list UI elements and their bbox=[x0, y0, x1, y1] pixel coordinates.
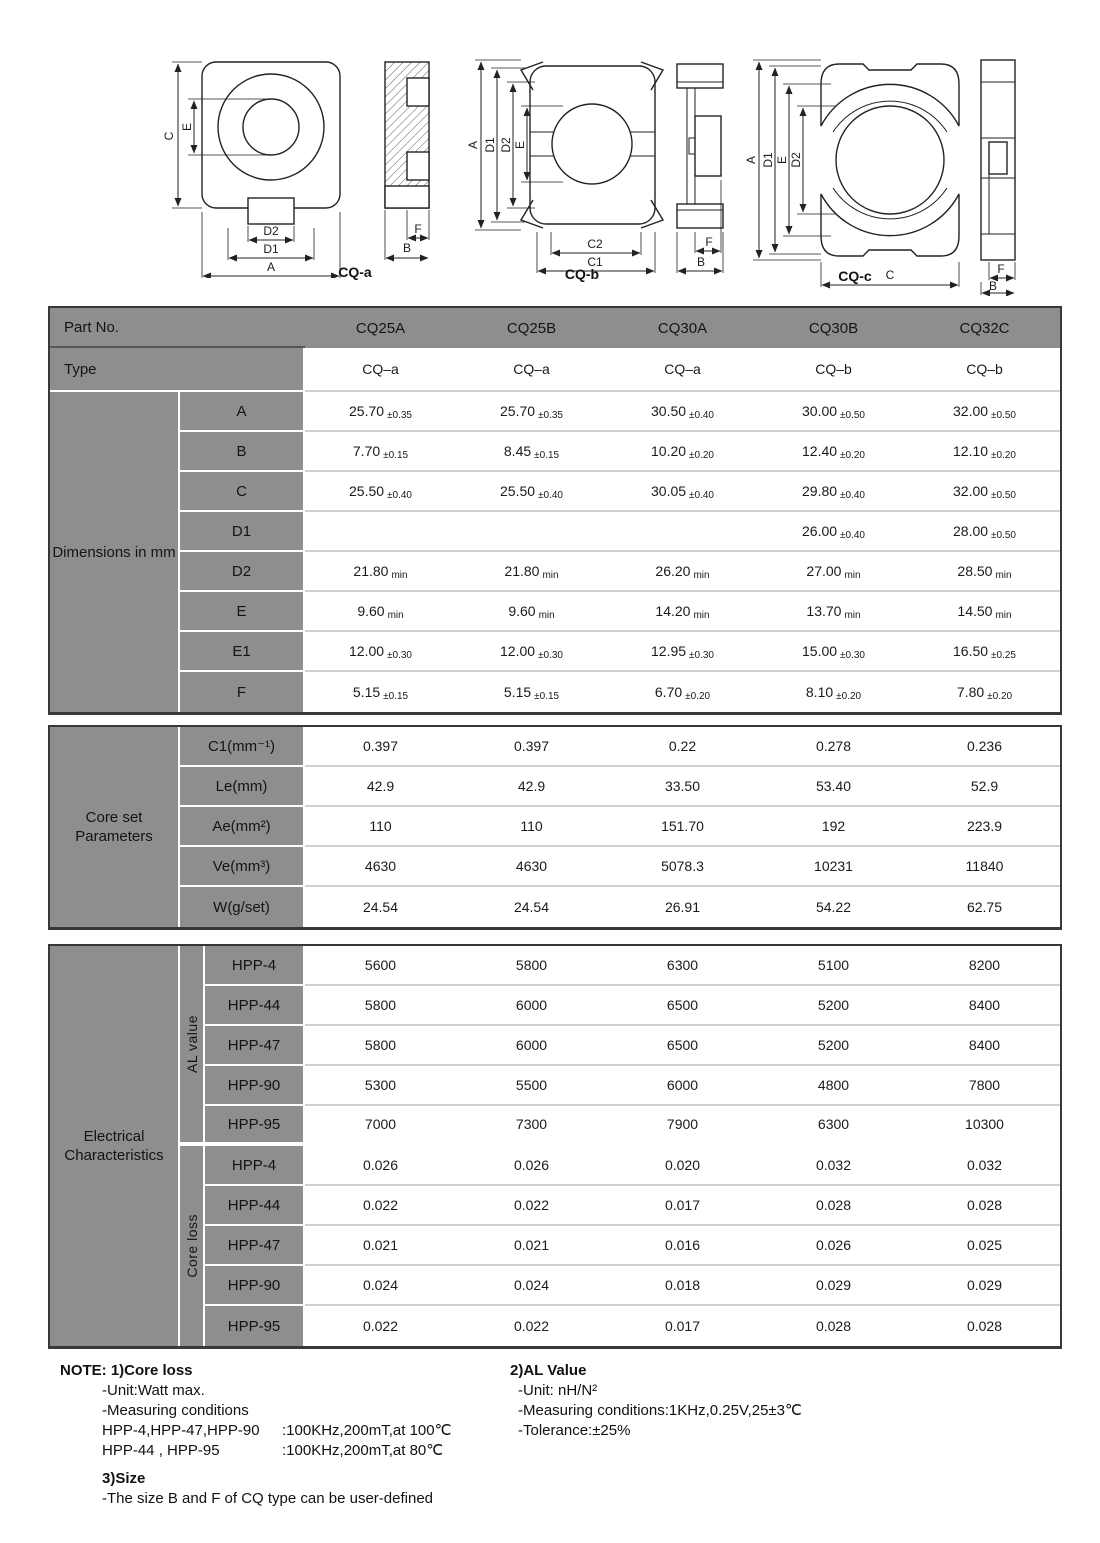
value-cell: 7300 bbox=[456, 1106, 607, 1146]
value-cell: 7900 bbox=[607, 1106, 758, 1146]
value-cell: 0.278 bbox=[758, 727, 909, 767]
footnotes bbox=[60, 1361, 1100, 1509]
note2-line: -Tolerance:±25% bbox=[518, 1422, 631, 1439]
dim-label-d1: D1 bbox=[483, 137, 497, 153]
dim-label-c: C bbox=[885, 268, 895, 282]
value-cell: 28.50 min bbox=[909, 552, 1060, 592]
value-cell: 5800 bbox=[305, 986, 456, 1026]
value-cell: CQ–a bbox=[305, 348, 456, 392]
value-cell: 0.028 bbox=[909, 1186, 1060, 1226]
value-cell: 151.70 bbox=[607, 807, 758, 847]
dim-label-a: A bbox=[744, 155, 758, 165]
row-label: Ve(mm³) bbox=[180, 847, 305, 887]
column-header: CQ25B bbox=[456, 308, 607, 348]
dim-label-e: E bbox=[513, 140, 527, 150]
dim-label-c2: C2 bbox=[587, 237, 603, 251]
value-cell: 8.10 ±0.20 bbox=[758, 672, 909, 712]
value-cell: 6000 bbox=[607, 1066, 758, 1106]
value-cell: 6.70 ±0.20 bbox=[607, 672, 758, 712]
value-cell: 10231 bbox=[758, 847, 909, 887]
dim-label-c1: C1 bbox=[587, 255, 603, 269]
value-cell: 223.9 bbox=[909, 807, 1060, 847]
table-row bbox=[50, 946, 1060, 986]
value-cell: 32.00 ±0.50 bbox=[909, 472, 1060, 512]
row-label: Type bbox=[50, 348, 305, 392]
row-label: HPP-95 bbox=[205, 1306, 305, 1346]
value-cell: 0.026 bbox=[758, 1226, 909, 1266]
value-cell: 6300 bbox=[758, 1106, 909, 1146]
value-cell: 0.028 bbox=[758, 1186, 909, 1226]
row-label: HPP-44 bbox=[205, 986, 305, 1026]
core-set-group-label: Core set Parameters bbox=[50, 727, 180, 927]
value-cell: 7.70 ±0.15 bbox=[305, 432, 456, 472]
table-row bbox=[50, 727, 1060, 767]
value-cell: 21.80 min bbox=[456, 552, 607, 592]
table-row bbox=[50, 767, 1060, 807]
value-cell: 26.00 ±0.40 bbox=[758, 512, 909, 552]
row-label: D2 bbox=[180, 552, 305, 592]
value-cell: 10300 bbox=[909, 1106, 1060, 1146]
value-cell: 4630 bbox=[305, 847, 456, 887]
table-header-row bbox=[50, 308, 1060, 348]
value-cell: 0.022 bbox=[456, 1186, 607, 1226]
dim-label-b: B bbox=[696, 255, 706, 269]
value-cell: 26.91 bbox=[607, 887, 758, 927]
value-cell: 15.00 ±0.30 bbox=[758, 632, 909, 672]
value-cell: 5.15 ±0.15 bbox=[305, 672, 456, 712]
cq-b-caption: CQ-b bbox=[564, 266, 600, 282]
value-cell: 25.70 ±0.35 bbox=[456, 392, 607, 432]
value-cell: 13.70 min bbox=[758, 592, 909, 632]
note3-line: -The size B and F of CQ type can be user-defined bbox=[102, 1490, 434, 1507]
row-label: A bbox=[180, 392, 305, 432]
value-cell: 4630 bbox=[456, 847, 607, 887]
value-cell: 28.00 ±0.50 bbox=[909, 512, 1060, 552]
row-label: HPP-44 bbox=[205, 1186, 305, 1226]
table-row bbox=[50, 552, 1060, 592]
table-row bbox=[50, 392, 1060, 432]
note1-line: -Unit:Watt max. bbox=[102, 1382, 205, 1399]
value-cell: 0.397 bbox=[305, 727, 456, 767]
value-cell: 7.80 ±0.20 bbox=[909, 672, 1060, 712]
row-label: Le(mm) bbox=[180, 767, 305, 807]
column-header: CQ30A bbox=[607, 308, 758, 348]
value-cell: 8200 bbox=[909, 946, 1060, 986]
value-cell: 5100 bbox=[758, 946, 909, 986]
row-label: HPP-90 bbox=[205, 1066, 305, 1106]
cq-b-drawing bbox=[455, 52, 755, 278]
table-row bbox=[50, 847, 1060, 887]
value-cell: 26.20 min bbox=[607, 552, 758, 592]
value-cell: 8400 bbox=[909, 986, 1060, 1026]
value-cell: 4800 bbox=[758, 1066, 909, 1106]
value-cell: 33.50 bbox=[607, 767, 758, 807]
value-cell bbox=[305, 512, 456, 552]
note2-title: 2)AL Value bbox=[510, 1362, 587, 1379]
electrical-table-block bbox=[48, 944, 1062, 1349]
core-bottom-half bbox=[821, 194, 959, 256]
value-cell: 0.022 bbox=[305, 1186, 456, 1226]
table-row bbox=[50, 432, 1060, 472]
value-cell: 24.54 bbox=[456, 887, 607, 927]
value-cell: 5800 bbox=[456, 946, 607, 986]
value-cell: 0.021 bbox=[305, 1226, 456, 1266]
row-label: HPP-47 bbox=[205, 1226, 305, 1266]
electrical-table bbox=[50, 946, 1060, 1346]
value-cell: 52.9 bbox=[909, 767, 1060, 807]
cq-a-drawing bbox=[150, 52, 460, 278]
value-cell: 42.9 bbox=[456, 767, 607, 807]
core-front-outline bbox=[202, 62, 340, 208]
value-cell: 0.022 bbox=[456, 1306, 607, 1346]
table-row bbox=[50, 632, 1060, 672]
value-cell: 27.00 min bbox=[758, 552, 909, 592]
dim-label-d2: D2 bbox=[263, 224, 279, 238]
table-row bbox=[50, 672, 1060, 712]
core-bottom-tab bbox=[248, 198, 294, 224]
value-cell: 30.05 ±0.40 bbox=[607, 472, 758, 512]
row-label: W(g/set) bbox=[180, 887, 305, 927]
value-cell: 0.024 bbox=[456, 1266, 607, 1306]
value-cell: 16.50 ±0.25 bbox=[909, 632, 1060, 672]
value-cell: 12.95 ±0.30 bbox=[607, 632, 758, 672]
dim-label-a: A bbox=[466, 140, 480, 150]
center-hole bbox=[836, 106, 944, 214]
value-cell: 0.032 bbox=[758, 1146, 909, 1186]
value-cell: 8.45 ±0.15 bbox=[456, 432, 607, 472]
note3-title: 3)Size bbox=[102, 1470, 146, 1487]
value-cell: 30.00 ±0.50 bbox=[758, 392, 909, 432]
value-cell: 0.028 bbox=[909, 1306, 1060, 1346]
value-cell: 14.50 min bbox=[909, 592, 1060, 632]
value-cell: 0.025 bbox=[909, 1226, 1060, 1266]
dim-label-b: B bbox=[988, 279, 998, 293]
value-cell: 0.017 bbox=[607, 1306, 758, 1346]
row-label: Ae(mm²) bbox=[180, 807, 305, 847]
table-row bbox=[50, 472, 1060, 512]
value-cell: 0.021 bbox=[456, 1226, 607, 1266]
row-label: HPP-4 bbox=[205, 1146, 305, 1186]
dimensions-table bbox=[50, 308, 1060, 712]
core-side-outline bbox=[981, 60, 1015, 260]
value-cell: CQ–a bbox=[607, 348, 758, 392]
part-no-header: Part No. bbox=[50, 308, 305, 348]
note1-line: -Measuring conditions bbox=[102, 1402, 249, 1419]
al-value-group-label: AL value bbox=[180, 946, 205, 1146]
value-cell: 9.60 min bbox=[456, 592, 607, 632]
value-cell: 5800 bbox=[305, 1026, 456, 1066]
column-header: CQ25A bbox=[305, 308, 456, 348]
value-cell bbox=[607, 512, 758, 552]
value-cell: 0.028 bbox=[758, 1306, 909, 1346]
value-cell: 25.50 ±0.40 bbox=[456, 472, 607, 512]
value-cell: 42.9 bbox=[305, 767, 456, 807]
value-cell: 0.22 bbox=[607, 727, 758, 767]
row-label: E bbox=[180, 592, 305, 632]
value-cell: CQ–a bbox=[456, 348, 607, 392]
core-set-table-block bbox=[48, 725, 1062, 930]
note1-condition: HPP-44 , HPP-95 :100KHz,200mT,at 80℃ bbox=[102, 1442, 444, 1459]
cq-b-diagram bbox=[455, 52, 755, 283]
dim-label-d2: D2 bbox=[499, 137, 513, 153]
dim-label-d1: D1 bbox=[761, 152, 775, 168]
core-side-outline bbox=[677, 64, 723, 88]
value-cell: 12.40 ±0.20 bbox=[758, 432, 909, 472]
value-cell: 0.029 bbox=[909, 1266, 1060, 1306]
value-cell: 54.22 bbox=[758, 887, 909, 927]
value-cell: 21.80 min bbox=[305, 552, 456, 592]
row-label: HPP-47 bbox=[205, 1026, 305, 1066]
dimensions-group-label: Dimensions in mm bbox=[50, 392, 180, 712]
table-row bbox=[50, 887, 1060, 927]
value-cell: 192 bbox=[758, 807, 909, 847]
value-cell: 10.20 ±0.20 bbox=[607, 432, 758, 472]
value-cell: 0.032 bbox=[909, 1146, 1060, 1186]
column-header: CQ30B bbox=[758, 308, 909, 348]
value-cell: 6500 bbox=[607, 1026, 758, 1066]
value-cell: 0.397 bbox=[456, 727, 607, 767]
table-row bbox=[50, 1146, 1060, 1186]
cq-c-caption: CQ-c bbox=[838, 268, 872, 284]
row-label: D1 bbox=[180, 512, 305, 552]
row-label: C bbox=[180, 472, 305, 512]
value-cell: 7000 bbox=[305, 1106, 456, 1146]
value-cell: 0.026 bbox=[456, 1146, 607, 1186]
value-cell: 29.80 ±0.40 bbox=[758, 472, 909, 512]
value-cell: 6000 bbox=[456, 1026, 607, 1066]
row-label: F bbox=[180, 672, 305, 712]
cq-a-diagram bbox=[150, 52, 460, 283]
technical-drawings bbox=[0, 0, 1100, 303]
value-cell bbox=[456, 512, 607, 552]
value-cell: 110 bbox=[305, 807, 456, 847]
cq-c-drawing bbox=[735, 48, 1035, 296]
value-cell: 0.017 bbox=[607, 1186, 758, 1226]
dim-label-b: B bbox=[402, 241, 412, 255]
value-cell: 0.026 bbox=[305, 1146, 456, 1186]
row-label: B bbox=[180, 432, 305, 472]
value-cell: 24.54 bbox=[305, 887, 456, 927]
note-core-loss bbox=[60, 1361, 510, 1509]
row-label: HPP-90 bbox=[205, 1266, 305, 1306]
note1-title: NOTE: 1)Core loss bbox=[60, 1362, 193, 1379]
value-cell: 5078.3 bbox=[607, 847, 758, 887]
dim-label-e: E bbox=[180, 122, 194, 132]
dim-label-a: A bbox=[266, 260, 276, 274]
value-cell: 110 bbox=[456, 807, 607, 847]
column-header: CQ32C bbox=[909, 308, 1060, 348]
core-loss-group-label: Core loss bbox=[180, 1146, 205, 1346]
value-cell: 25.70 ±0.35 bbox=[305, 392, 456, 432]
electrical-group-label: Electrical Characteristics bbox=[50, 946, 180, 1346]
core-top-half bbox=[821, 64, 959, 126]
value-cell: 14.20 min bbox=[607, 592, 758, 632]
dim-label-f: F bbox=[414, 222, 422, 236]
value-cell: 25.50 ±0.40 bbox=[305, 472, 456, 512]
value-cell: 53.40 bbox=[758, 767, 909, 807]
value-cell: 0.024 bbox=[305, 1266, 456, 1306]
value-cell: 32.00 ±0.50 bbox=[909, 392, 1060, 432]
value-cell: 62.75 bbox=[909, 887, 1060, 927]
value-cell: 9.60 min bbox=[305, 592, 456, 632]
value-cell: 0.016 bbox=[607, 1226, 758, 1266]
dim-label-c: C bbox=[162, 131, 176, 141]
value-cell: 7800 bbox=[909, 1066, 1060, 1106]
value-cell: 0.022 bbox=[305, 1306, 456, 1346]
value-cell: 12.00 ±0.30 bbox=[456, 632, 607, 672]
cq-a-caption: CQ-a bbox=[338, 264, 372, 280]
table-row bbox=[50, 592, 1060, 632]
value-cell: 0.029 bbox=[758, 1266, 909, 1306]
value-cell: 5500 bbox=[456, 1066, 607, 1106]
value-cell: CQ–b bbox=[758, 348, 909, 392]
value-cell: 5200 bbox=[758, 1026, 909, 1066]
value-cell: 5600 bbox=[305, 946, 456, 986]
table-row bbox=[50, 512, 1060, 552]
cq-c-diagram bbox=[735, 48, 1035, 301]
dim-label-f: F bbox=[705, 235, 713, 249]
dimensions-table-block bbox=[48, 306, 1062, 715]
value-cell: 11840 bbox=[909, 847, 1060, 887]
table-row bbox=[50, 807, 1060, 847]
value-cell: 5300 bbox=[305, 1066, 456, 1106]
dim-label-d2: D2 bbox=[789, 152, 803, 168]
value-cell: 30.50 ±0.40 bbox=[607, 392, 758, 432]
dim-label-d1: D1 bbox=[263, 242, 279, 256]
value-cell: 0.236 bbox=[909, 727, 1060, 767]
note-al-value bbox=[510, 1361, 1100, 1509]
value-cell: 8400 bbox=[909, 1026, 1060, 1066]
note1-condition: HPP-4,HPP-47,HPP-90 :100KHz,200mT,at 100℃ bbox=[102, 1422, 452, 1439]
value-cell: 12.00 ±0.30 bbox=[305, 632, 456, 672]
value-cell: 0.018 bbox=[607, 1266, 758, 1306]
note2-line: -Measuring conditions:1KHz,0.25V,25±3℃ bbox=[518, 1402, 802, 1419]
row-label: E1 bbox=[180, 632, 305, 672]
row-label: C1(mm⁻¹) bbox=[180, 727, 305, 767]
row-label: HPP-95 bbox=[205, 1106, 305, 1146]
value-cell: 6300 bbox=[607, 946, 758, 986]
dim-label-e: E bbox=[775, 155, 789, 165]
value-cell: 12.10 ±0.20 bbox=[909, 432, 1060, 472]
core-set-table bbox=[50, 727, 1060, 927]
value-cell: 6000 bbox=[456, 986, 607, 1026]
type-row bbox=[50, 348, 1060, 392]
dim-label-f: F bbox=[997, 262, 1005, 276]
value-cell: 0.020 bbox=[607, 1146, 758, 1186]
row-label: HPP-4 bbox=[205, 946, 305, 986]
value-cell: 6500 bbox=[607, 986, 758, 1026]
note2-line: -Unit: nH/N² bbox=[518, 1382, 598, 1399]
value-cell: 5.15 ±0.15 bbox=[456, 672, 607, 712]
value-cell: 5200 bbox=[758, 986, 909, 1026]
value-cell: CQ–b bbox=[909, 348, 1060, 392]
center-hole bbox=[552, 104, 632, 184]
